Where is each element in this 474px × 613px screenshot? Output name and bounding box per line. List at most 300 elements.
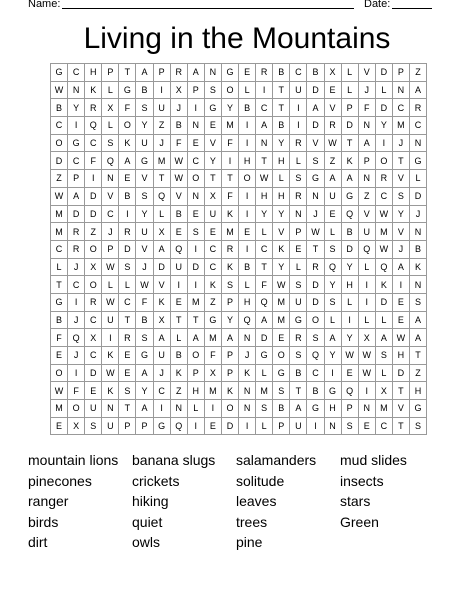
grid-cell: Q — [256, 294, 273, 312]
grid-cell: B — [171, 347, 188, 365]
grid-cell: S — [325, 241, 342, 259]
grid-cell: V — [136, 170, 153, 188]
grid-cell: M — [222, 223, 239, 241]
grid-cell: W — [51, 82, 68, 100]
grid-cell: B — [410, 241, 427, 259]
grid-cell: A — [342, 170, 359, 188]
grid-cell: O — [68, 400, 85, 418]
grid-cell: P — [222, 294, 239, 312]
grid-cell: A — [393, 259, 410, 277]
grid-cell: K — [85, 82, 102, 100]
grid-cell: Y — [342, 259, 359, 277]
grid-cell: Q — [239, 312, 256, 330]
grid-cell: I — [239, 206, 256, 224]
grid-cell: K — [154, 294, 171, 312]
grid-cell: I — [68, 365, 85, 383]
grid-cell: Y — [136, 117, 153, 135]
grid-cell: L — [359, 312, 376, 330]
grid-cell: P — [222, 365, 239, 383]
grid-cell: A — [325, 170, 342, 188]
grid-cell: G — [410, 152, 427, 170]
grid-cell: L — [273, 170, 290, 188]
grid-cell: K — [119, 135, 136, 153]
grid-cell: R — [68, 241, 85, 259]
grid-cell: E — [393, 294, 410, 312]
grid-cell: Q — [171, 418, 188, 436]
grid-cell: E — [188, 135, 205, 153]
grid-cell: G — [68, 135, 85, 153]
grid-cell: C — [256, 241, 273, 259]
word-bank-item: crickets — [132, 472, 180, 489]
grid-cell: V — [171, 188, 188, 206]
grid-cell: T — [205, 170, 222, 188]
grid-cell: V — [393, 170, 410, 188]
grid-cell: D — [85, 365, 102, 383]
grid-cell: Y — [68, 99, 85, 117]
grid-cell: L — [359, 259, 376, 277]
grid-cell: F — [359, 99, 376, 117]
grid-cell: S — [393, 188, 410, 206]
grid-cell: J — [136, 259, 153, 277]
word-bank-item: pine — [236, 534, 263, 551]
grid-cell: W — [51, 382, 68, 400]
grid-cell: T — [307, 241, 324, 259]
grid-cell: H — [325, 400, 342, 418]
grid-cell: I — [239, 188, 256, 206]
grid-cell: M — [273, 312, 290, 330]
grid-cell: T — [119, 64, 136, 82]
grid-cell: N — [393, 82, 410, 100]
grid-cell: Z — [325, 152, 342, 170]
grid-cell: R — [222, 241, 239, 259]
grid-cell: S — [290, 347, 307, 365]
grid-cell: R — [290, 135, 307, 153]
grid-cell: G — [290, 312, 307, 330]
grid-cell: U — [325, 188, 342, 206]
grid-cell: K — [273, 241, 290, 259]
grid-cell: T — [393, 418, 410, 436]
grid-cell: A — [359, 135, 376, 153]
grid-cell: L — [171, 329, 188, 347]
word-bank-item: stars — [340, 493, 371, 510]
grid-cell: N — [325, 418, 342, 436]
grid-cell: S — [188, 223, 205, 241]
grid-cell: Q — [342, 206, 359, 224]
grid-cell: V — [205, 135, 222, 153]
grid-cell: D — [51, 152, 68, 170]
grid-cell: X — [85, 329, 102, 347]
grid-cell: J — [393, 135, 410, 153]
grid-cell: F — [222, 135, 239, 153]
grid-cell: N — [239, 400, 256, 418]
grid-cell: D — [342, 117, 359, 135]
grid-cell: E — [205, 117, 222, 135]
grid-cell: G — [51, 64, 68, 82]
grid-cell: I — [85, 170, 102, 188]
grid-cell: D — [119, 241, 136, 259]
grid-cell: S — [307, 329, 324, 347]
grid-cell: S — [102, 135, 119, 153]
grid-cell: N — [410, 276, 427, 294]
grid-cell: Q — [325, 259, 342, 277]
grid-cell: H — [410, 382, 427, 400]
grid-cell: C — [376, 418, 393, 436]
grid-cell: E — [325, 82, 342, 100]
grid-cell: K — [102, 347, 119, 365]
word-bank-item: quiet — [132, 513, 163, 530]
grid-cell: P — [102, 241, 119, 259]
grid-cell: P — [188, 365, 205, 383]
grid-cell: G — [205, 312, 222, 330]
grid-cell: P — [188, 82, 205, 100]
grid-cell: E — [85, 382, 102, 400]
grid-cell: C — [102, 206, 119, 224]
grid-cell: S — [119, 382, 136, 400]
grid-cell: C — [85, 135, 102, 153]
word-bank-item: banana slugs — [132, 452, 216, 468]
grid-cell: A — [119, 152, 136, 170]
grid-cell: E — [290, 241, 307, 259]
grid-cell: M — [205, 329, 222, 347]
grid-cell: L — [325, 312, 342, 330]
grid-cell: I — [256, 82, 273, 100]
grid-cell: N — [290, 206, 307, 224]
grid-cell: I — [102, 329, 119, 347]
grid-cell: Z — [85, 223, 102, 241]
grid-cell: O — [222, 82, 239, 100]
grid-cell: X — [154, 312, 171, 330]
grid-cell: I — [290, 117, 307, 135]
date-line — [392, 8, 432, 9]
grid-cell: J — [410, 206, 427, 224]
grid-cell: I — [205, 400, 222, 418]
word-bank-item: mud slides — [340, 452, 407, 468]
grid-cell: X — [359, 329, 376, 347]
grid-cell: M — [51, 223, 68, 241]
word-bank-item: hiking — [132, 493, 169, 510]
grid-cell: P — [119, 418, 136, 436]
grid-cell: O — [188, 170, 205, 188]
grid-cell: K — [410, 259, 427, 277]
grid-cell: C — [68, 64, 85, 82]
grid-cell: O — [85, 276, 102, 294]
grid-cell: L — [342, 64, 359, 82]
grid-cell: Y — [325, 347, 342, 365]
grid-cell: T — [222, 170, 239, 188]
grid-cell: K — [102, 382, 119, 400]
grid-cell: Z — [359, 188, 376, 206]
grid-cell: Q — [85, 117, 102, 135]
grid-cell: B — [307, 64, 324, 82]
word-bank-item: solitude — [236, 472, 285, 489]
grid-cell: X — [205, 188, 222, 206]
grid-cell: U — [290, 82, 307, 100]
word-bank-item: insects — [340, 472, 384, 489]
word-bank-item: pinecones — [28, 472, 92, 489]
grid-cell: Z — [171, 382, 188, 400]
grid-cell: R — [290, 329, 307, 347]
grid-cell: A — [136, 64, 153, 82]
grid-cell: N — [359, 400, 376, 418]
grid-cell: Z — [51, 170, 68, 188]
grid-cell: T — [410, 347, 427, 365]
grid-cell: W — [102, 365, 119, 383]
grid-cell: L — [102, 82, 119, 100]
grid-cell: Y — [205, 152, 222, 170]
grid-cell: U — [154, 347, 171, 365]
word-bank-item: salamanders — [236, 452, 317, 468]
grid-cell: B — [119, 188, 136, 206]
grid-cell: B — [342, 223, 359, 241]
grid-cell: A — [222, 329, 239, 347]
grid-cell: H — [256, 188, 273, 206]
grid-cell: B — [51, 99, 68, 117]
grid-cell: I — [154, 400, 171, 418]
grid-cell: B — [239, 99, 256, 117]
grid-cell: A — [325, 329, 342, 347]
grid-cell: T — [256, 259, 273, 277]
grid-cell: F — [51, 329, 68, 347]
grid-cell: S — [136, 188, 153, 206]
grid-cell: Y — [273, 206, 290, 224]
grid-cell: K — [205, 276, 222, 294]
grid-cell: M — [273, 294, 290, 312]
grid-cell: A — [410, 82, 427, 100]
grid-cell: O — [376, 152, 393, 170]
grid-cell: E — [239, 64, 256, 82]
grid-cell: C — [307, 365, 324, 383]
grid-cell: K — [222, 206, 239, 224]
grid-cell: Q — [154, 188, 171, 206]
grid-cell: J — [171, 99, 188, 117]
grid-cell: N — [239, 382, 256, 400]
grid-cell: A — [290, 400, 307, 418]
grid-cell: Y — [136, 206, 153, 224]
grid-cell: B — [290, 365, 307, 383]
grid-cell: J — [307, 206, 324, 224]
grid-cell: U — [359, 223, 376, 241]
grid-cell: R — [290, 188, 307, 206]
grid-cell: J — [154, 365, 171, 383]
grid-cell: A — [68, 188, 85, 206]
grid-cell: D — [376, 294, 393, 312]
grid-cell: K — [342, 152, 359, 170]
grid-cell: B — [136, 312, 153, 330]
grid-cell: D — [307, 117, 324, 135]
grid-cell: W — [359, 365, 376, 383]
grid-cell: C — [205, 259, 222, 277]
grid-cell: D — [376, 99, 393, 117]
grid-cell: A — [136, 365, 153, 383]
grid-cell: G — [222, 64, 239, 82]
grid-cell: I — [239, 241, 256, 259]
grid-cell: I — [119, 206, 136, 224]
grid-cell: J — [68, 259, 85, 277]
grid-cell: G — [325, 382, 342, 400]
grid-cell: I — [239, 418, 256, 436]
grid-cell: L — [325, 223, 342, 241]
grid-cell: M — [51, 206, 68, 224]
grid-cell: H — [393, 347, 410, 365]
grid-cell: Y — [222, 99, 239, 117]
grid-cell: Y — [136, 382, 153, 400]
grid-cell: R — [119, 329, 136, 347]
grid-cell: E — [119, 365, 136, 383]
grid-cell: S — [256, 400, 273, 418]
grid-cell: I — [188, 99, 205, 117]
grid-cell: Q — [171, 241, 188, 259]
grid-cell: B — [171, 117, 188, 135]
grid-cell: J — [68, 312, 85, 330]
grid-cell: X — [102, 99, 119, 117]
grid-cell: O — [51, 365, 68, 383]
grid-cell: P — [359, 152, 376, 170]
grid-cell: W — [393, 329, 410, 347]
word-bank-item: mountain lions — [28, 452, 119, 468]
grid-cell: T — [393, 382, 410, 400]
grid-cell: E — [205, 223, 222, 241]
grid-cell: I — [188, 276, 205, 294]
grid-cell: W — [102, 294, 119, 312]
grid-cell: R — [410, 99, 427, 117]
grid-cell: K — [239, 365, 256, 383]
grid-cell: I — [154, 82, 171, 100]
grid-cell: A — [410, 312, 427, 330]
grid-cell: N — [188, 117, 205, 135]
grid-cell: S — [307, 152, 324, 170]
grid-cell: G — [136, 347, 153, 365]
grid-cell: I — [359, 382, 376, 400]
grid-cell: G — [154, 418, 171, 436]
grid-cell: I — [359, 294, 376, 312]
grid-cell: A — [188, 329, 205, 347]
grid-cell: P — [342, 99, 359, 117]
grid-cell: A — [154, 329, 171, 347]
grid-cell: R — [85, 294, 102, 312]
grid-cell: O — [85, 241, 102, 259]
grid-cell: G — [51, 294, 68, 312]
grid-cell: J — [359, 82, 376, 100]
word-search-grid — [50, 63, 427, 435]
grid-cell: T — [119, 400, 136, 418]
grid-cell: T — [273, 99, 290, 117]
grid-cell: W — [342, 347, 359, 365]
grid-cell: H — [239, 152, 256, 170]
name-line — [62, 8, 354, 9]
grid-cell: P — [154, 64, 171, 82]
grid-cell: L — [342, 82, 359, 100]
grid-cell: N — [102, 400, 119, 418]
grid-cell: L — [256, 365, 273, 383]
word-bank-item: trees — [236, 513, 268, 530]
grid-cell: L — [376, 312, 393, 330]
grid-cell: P — [342, 400, 359, 418]
grid-cell: W — [102, 259, 119, 277]
grid-cell: M — [222, 117, 239, 135]
grid-cell: V — [154, 276, 171, 294]
grid-cell: S — [410, 294, 427, 312]
grid-cell: N — [359, 117, 376, 135]
grid-cell: C — [85, 347, 102, 365]
grid-cell: F — [171, 135, 188, 153]
grid-cell: I — [376, 135, 393, 153]
grid-cell: Y — [222, 312, 239, 330]
grid-cell: Y — [273, 259, 290, 277]
grid-cell: Y — [273, 135, 290, 153]
grid-cell: D — [410, 188, 427, 206]
grid-cell: O — [188, 347, 205, 365]
grid-cell: W — [273, 276, 290, 294]
name-label: Name: — [28, 0, 61, 10]
grid-cell: I — [68, 117, 85, 135]
grid-cell: W — [136, 276, 153, 294]
grid-cell: J — [102, 223, 119, 241]
grid-cell: T — [256, 152, 273, 170]
grid-cell: B — [273, 64, 290, 82]
grid-cell: C — [119, 294, 136, 312]
grid-cell: G — [205, 99, 222, 117]
grid-cell: W — [307, 223, 324, 241]
grid-cell: W — [376, 206, 393, 224]
grid-cell: D — [393, 365, 410, 383]
grid-cell: H — [188, 382, 205, 400]
grid-cell: M — [256, 382, 273, 400]
grid-cell: S — [205, 82, 222, 100]
grid-cell: I — [171, 276, 188, 294]
grid-cell: M — [376, 223, 393, 241]
grid-cell: R — [68, 223, 85, 241]
grid-cell: P — [136, 418, 153, 436]
grid-cell: B — [51, 312, 68, 330]
grid-cell: A — [256, 312, 273, 330]
grid-cell: G — [410, 400, 427, 418]
grid-cell: P — [273, 418, 290, 436]
grid-cell: X — [376, 382, 393, 400]
grid-cell: L — [154, 206, 171, 224]
grid-cell: P — [222, 347, 239, 365]
grid-cell: D — [222, 418, 239, 436]
grid-cell: M — [51, 400, 68, 418]
grid-cell: V — [136, 241, 153, 259]
grid-cell: D — [307, 82, 324, 100]
grid-cell: I — [188, 241, 205, 259]
grid-cell: F — [119, 99, 136, 117]
grid-cell: A — [256, 117, 273, 135]
worksheet-header — [0, 0, 474, 14]
grid-cell: J — [68, 347, 85, 365]
grid-cell: R — [325, 117, 342, 135]
grid-cell: W — [376, 241, 393, 259]
grid-cell: N — [68, 82, 85, 100]
grid-cell: I — [68, 294, 85, 312]
grid-cell: J — [393, 241, 410, 259]
grid-cell: F — [222, 188, 239, 206]
grid-cell: S — [136, 99, 153, 117]
grid-cell: C — [205, 241, 222, 259]
grid-cell: U — [290, 418, 307, 436]
grid-cell: L — [239, 276, 256, 294]
grid-cell: Q — [342, 382, 359, 400]
grid-cell: S — [290, 276, 307, 294]
word-bank-item: ranger — [28, 493, 69, 510]
grid-cell: L — [376, 365, 393, 383]
grid-cell: S — [222, 276, 239, 294]
grid-cell: O — [239, 170, 256, 188]
grid-cell: M — [205, 382, 222, 400]
grid-cell: D — [154, 259, 171, 277]
grid-cell: D — [85, 206, 102, 224]
grid-cell: L — [102, 276, 119, 294]
